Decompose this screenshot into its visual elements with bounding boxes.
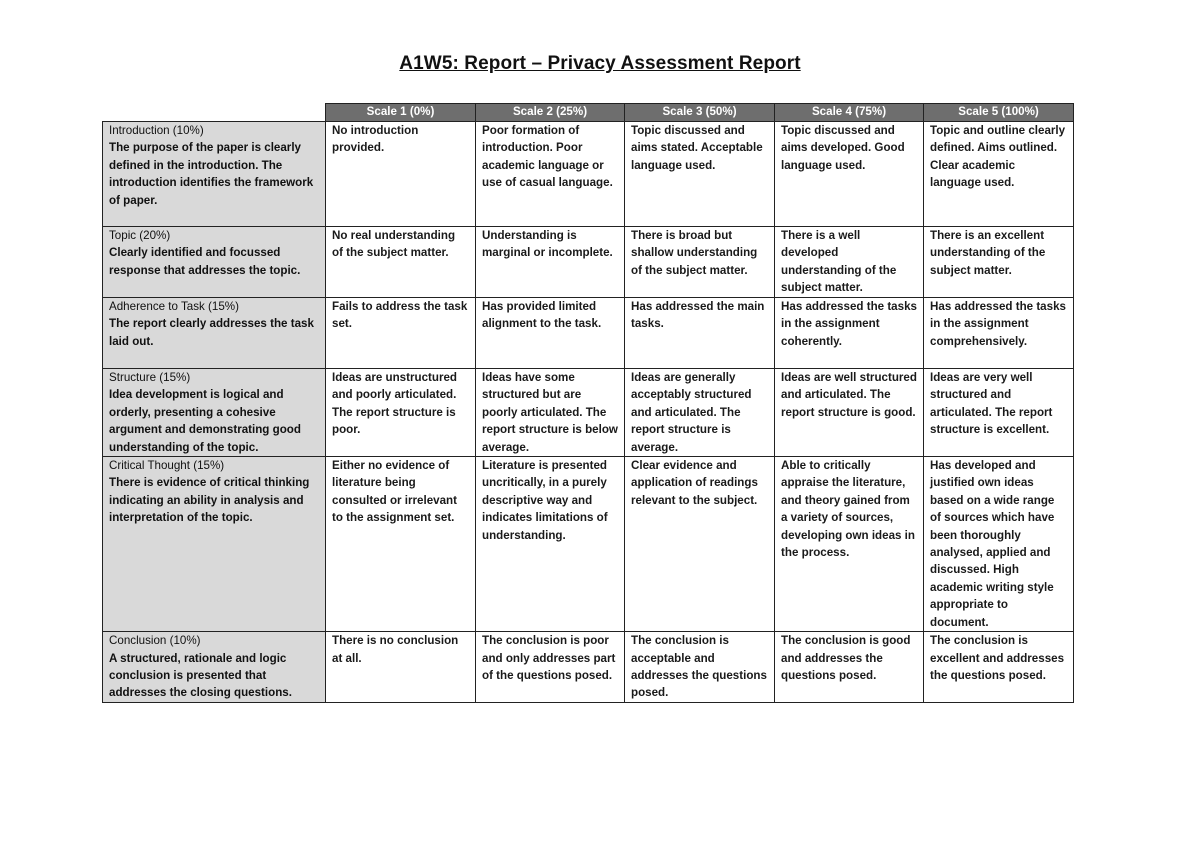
- rubric-cell: The conclusion is acceptable and addresses the questions posed.: [625, 632, 775, 703]
- table-row: [103, 298, 1074, 369]
- rubric-cell: Ideas are well structured and articulated. The report structure is good.: [775, 369, 924, 457]
- rubric-cell: Clear evidence and application of readings relevant to the subject.: [625, 457, 775, 632]
- rubric-cell: Literature is presented uncritically, in a purely descriptive way and indicates limitations of understanding.: [476, 457, 625, 632]
- rubric-cell: Has addressed the main tasks.: [625, 298, 775, 369]
- rubric-cell: Has addressed the tasks in the assignment coherently.: [775, 298, 924, 369]
- criterion-cell: [103, 122, 326, 227]
- rubric-cell: Has addressed the tasks in the assignment comprehensively.: [924, 298, 1074, 369]
- criterion-description: Idea development is logical and orderly, presenting a cohesive argument and demonstrating good understanding of the topic.: [109, 388, 301, 454]
- criterion-description: The purpose of the paper is clearly defined in the introduction. The introduction identifies the framework of paper.: [109, 141, 314, 207]
- document-title: A1W5: Report – Privacy Assessment Report: [399, 53, 801, 74]
- criterion-description: The report clearly addresses the task laid out.: [109, 317, 314, 348]
- table-row: [103, 227, 1074, 298]
- rubric-cell: Ideas have some structured but are poorly articulated. The report structure is below average.: [476, 369, 625, 457]
- criterion-description: Clearly identified and focussed response that addresses the topic.: [109, 246, 301, 277]
- criterion-cell: [103, 369, 326, 457]
- rubric-cell: Understanding is marginal or incomplete.: [476, 227, 625, 298]
- criterion-name: Critical Thought (15%): [109, 459, 225, 473]
- rubric-cell: Fails to address the task set.: [326, 298, 476, 369]
- rubric-cell: The conclusion is good and addresses the questions posed.: [775, 632, 924, 703]
- rubric-cell: Able to critically appraise the literature, and theory gained from a variety of sources, developing own ideas in the process.: [775, 457, 924, 632]
- rubric-cell: There is broad but shallow understanding of the subject matter.: [625, 227, 775, 298]
- criterion-name: Adherence to Task (15%): [109, 300, 239, 313]
- scale-header: Scale 2 (25%): [476, 104, 625, 122]
- rubric-cell: Topic and outline clearly defined. Aims outlined. Clear academic language used.: [924, 122, 1074, 227]
- rubric-cell: Poor formation of introduction. Poor academic language or use of casual language.: [476, 122, 625, 227]
- criterion-name: Conclusion (10%): [109, 634, 201, 648]
- rubric-cell: The conclusion is poor and only addresses part of the questions posed.: [476, 632, 625, 703]
- header-corner: [103, 104, 326, 122]
- rubric-cell: The conclusion is excellent and addresses the questions posed.: [924, 632, 1074, 703]
- criterion-cell: [103, 632, 326, 703]
- criterion-cell: [103, 298, 326, 369]
- rubric-cell: No introduction provided.: [326, 122, 476, 227]
- rubric-cell: There is no conclusion at all.: [326, 632, 476, 703]
- rubric-cell: Has provided limited alignment to the task.: [476, 298, 625, 369]
- scale-header: Scale 5 (100%): [924, 104, 1074, 122]
- rubric-cell: Has developed and justified own ideas based on a wide range of sources which have been thoroughly analysed, applied and discussed. High academic writing style appropriate to document.: [924, 457, 1074, 632]
- rubric-cell: Topic discussed and aims developed. Good language used.: [775, 122, 924, 227]
- rubric-cell: No real understanding of the subject matter.: [326, 227, 476, 298]
- criterion-name: Structure (15%): [109, 371, 191, 384]
- scale-header: Scale 1 (0%): [326, 104, 476, 122]
- table-row: [103, 457, 1074, 632]
- rubric-cell: Either no evidence of literature being consulted or irrelevant to the assignment set.: [326, 457, 476, 632]
- rubric-cell: There is an excellent understanding of the subject matter.: [924, 227, 1074, 298]
- criterion-name: Introduction (10%): [109, 124, 204, 137]
- rubric-cell: Ideas are generally acceptably structured and articulated. The report structure is average.: [625, 369, 775, 457]
- table-row: [103, 369, 1074, 457]
- criterion-cell: [103, 227, 326, 298]
- rubric-cell: Ideas are unstructured and poorly articulated. The report structure is poor.: [326, 369, 476, 457]
- criterion-description: There is evidence of critical thinking indicating an ability in analysis and interpretation of the topic.: [109, 476, 310, 525]
- rubric-table: [102, 103, 1074, 703]
- criterion-cell: [103, 457, 326, 632]
- criterion-name: Topic (20%): [109, 229, 171, 242]
- rubric-cell: There is a well developed understanding of the subject matter.: [775, 227, 924, 298]
- rubric-cell: Topic discussed and aims stated. Acceptable language used.: [625, 122, 775, 227]
- scale-header: Scale 4 (75%): [775, 104, 924, 122]
- table-row: [103, 122, 1074, 227]
- table-row: [103, 632, 1074, 703]
- header-row: [103, 104, 1074, 122]
- scale-header: Scale 3 (50%): [625, 104, 775, 122]
- criterion-description: A structured, rationale and logic conclusion is presented that addresses the closing questions.: [109, 651, 292, 700]
- rubric-cell: Ideas are very well structured and articulated. The report structure is excellent.: [924, 369, 1074, 457]
